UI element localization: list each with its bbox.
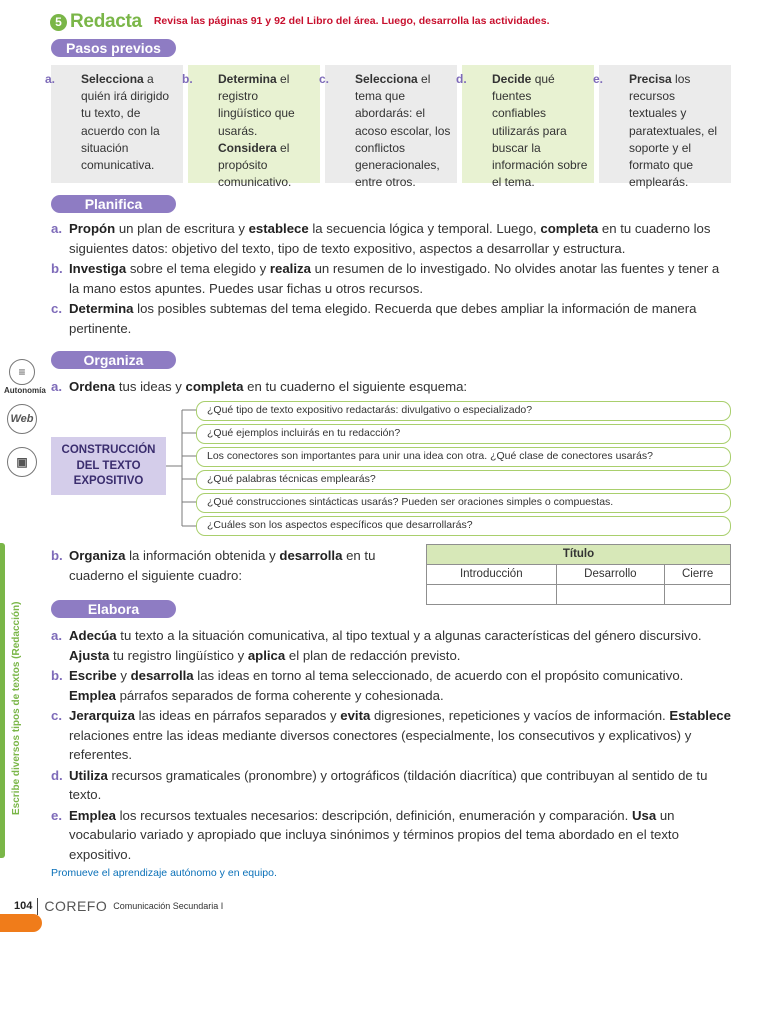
list-item [51, 546, 411, 585]
question-item: ¿Qué palabras técnicas emplearás? [196, 470, 731, 490]
item-text: tu texto a la situación comunicativa, al tipo textual y a algunas características del género discursivo. [116, 628, 702, 643]
bold-verb: Adecúa [69, 628, 117, 643]
book-badge[interactable] [4, 447, 40, 477]
item-text: el plan de redacción previsto. [285, 647, 461, 663]
question-item: ¿Qué ejemplos incluirás en tu redacción? [196, 424, 731, 444]
concept-map-questions [196, 401, 731, 540]
bold-verb: realiza [269, 261, 311, 276]
table-cell [427, 585, 557, 605]
item-text: la secuencia lógica y temporal. Luego, [308, 221, 541, 236]
item-letter: a. [51, 221, 62, 236]
section-heading-planifica: Planifica [51, 195, 176, 213]
bold-verb: Ajusta [69, 647, 110, 663]
web-badge[interactable] [4, 404, 40, 434]
bold-verb: Jerarquiza [69, 708, 135, 723]
bold-verb: aplica [247, 647, 286, 663]
section-number-icon: 5 [50, 14, 67, 31]
list-item [51, 626, 733, 665]
list-item [51, 806, 733, 865]
section-heading-pasos-previos: Pasos previos [51, 39, 176, 57]
item-text: los posibles subtemas del tema elegido. Recuerda que debes ampliar la información de manera pertinente. [69, 301, 697, 336]
item-letter: a. [51, 379, 62, 394]
list-item [51, 219, 733, 258]
web-icon[interactable]: Web [7, 404, 37, 434]
bold-verb: Propón [69, 221, 116, 236]
bold-verb: Determina [69, 301, 134, 316]
concept-map-title: CONSTRUCCIÓN DEL TEXTO EXPOSITIVO [51, 437, 166, 495]
item-text: los recursos textuales necesarios: descripción, definición, enumeración y comparación. [115, 807, 632, 823]
pasos-previos-cards [45, 65, 731, 190]
item-text: un vocabulario variado y apropiado que incluya sinónimos y términos propios del tema abordado en el texto expositivo. [69, 807, 679, 862]
brand-logo: COREFO [44, 898, 108, 914]
item-letter: e. [51, 807, 62, 823]
item-text: párrafos separados de forma coherente y cohesionada. [115, 687, 444, 703]
item-text: las ideas en párrafos separados y [134, 708, 341, 723]
organiza-item-a [51, 377, 733, 398]
card-b: b. Determina el registro lingüístico que usarás. Considera el propósito comunicativo. [188, 65, 320, 183]
autonomia-badge [4, 359, 46, 397]
item-text: relaciones entre las ideas mediante diversos conectores (especialmente, los consecutivos y explicativos) y referentes. [69, 727, 692, 762]
item-text: en tu cuaderno el siguiente cuadro: [69, 548, 376, 583]
page-footer [14, 896, 223, 917]
bold-verb: completa [540, 221, 599, 236]
item-text: recursos gramaticales (pronombre) y ortográficos (tildación diacrítica) que contribuyan al sentido de tu texto. [69, 767, 708, 802]
list-item [51, 706, 733, 765]
item-letter: c. [51, 708, 62, 723]
bold-verb: Emplea [69, 807, 116, 823]
page-title: Redacta [70, 11, 142, 32]
list-item [51, 377, 733, 397]
bold-verb: evita [340, 708, 371, 723]
structure-table [426, 544, 731, 605]
card-a: a. Selecciona a quién irá dirigido tu texto, de acuerdo con la situación comunicativa. [51, 65, 183, 183]
item-text: en tu cuaderno los siguientes datos: objetivo del texto, tipo de texto expositivo, aspectos a desarrollar y estructura. [69, 221, 711, 256]
question-item: Los conectores son importantes para unir una idea con otra. ¿Qué clase de conectores usarás? [196, 447, 731, 467]
elabora-list [51, 626, 733, 865]
orange-tab [0, 914, 42, 932]
bold-verb: completa [185, 379, 244, 394]
card-e: e. Precisa los recursos textuales y paratextuales, el soporte y el formato que emplearás. [599, 65, 731, 183]
section-heading-elabora: Elabora [51, 600, 176, 618]
book-icon[interactable]: ▣ [7, 447, 37, 477]
side-vertical-label: Escribe diversos tipos de textos (Redacción) [11, 601, 22, 815]
item-letter: b. [51, 668, 63, 683]
footnote: Promueve el aprendizaje autónomo y en equipo. [51, 867, 277, 879]
bold-verb: Investiga [69, 261, 127, 276]
item-letter: b. [51, 548, 63, 563]
item-text: y [116, 668, 131, 683]
table-cell [556, 585, 665, 605]
page-number: 104 [14, 898, 38, 915]
bold-verb: Organiza [69, 548, 126, 563]
item-text: tu registro lingüístico y [109, 647, 248, 663]
item-text: las ideas en torno al tema seleccionado, de acuerdo con el propósito comunicativo. [193, 668, 684, 683]
bold-verb: desarrolla [279, 548, 343, 563]
bold-verb: desarrolla [130, 668, 194, 683]
planifica-list [51, 219, 733, 339]
bold-verb: Emplea [69, 687, 116, 703]
table-header-cierre: Cierre [665, 565, 731, 585]
card-d: d. Decide qué fuentes confiables utilizarás para buscar la información sobre el tema. [462, 65, 594, 183]
item-text: digresiones, repeticiones y vacíos de información. [370, 708, 670, 723]
card-c: c. Selecciona el tema que abordarás: el acoso escolar, los conflictos generacionales, entre otros. [325, 65, 457, 183]
autonomia-label: Autonomía [4, 386, 46, 395]
list-item [51, 299, 733, 338]
table-cell [665, 585, 731, 605]
item-text: un plan de escritura y [115, 221, 249, 236]
bold-verb: Ordena [69, 379, 116, 394]
bold-verb: Usa [631, 807, 657, 823]
organiza-item-b [51, 546, 411, 586]
list-item [51, 666, 733, 705]
side-green-bar [0, 543, 5, 858]
stack-icon: ≡ [9, 359, 35, 385]
bold-verb: Escribe [69, 668, 117, 683]
list-item [51, 259, 733, 298]
table-title: Título [427, 545, 731, 565]
table-header-introduccion: Introducción [427, 565, 557, 585]
question-item: ¿Qué construcciones sintácticas usarás? Pueden ser oraciones simples o compuestas. [196, 493, 731, 513]
item-letter: c. [51, 301, 62, 316]
table-header-desarrollo: Desarrollo [556, 565, 665, 585]
section-heading-organiza: Organiza [51, 351, 176, 369]
question-item: ¿Cuáles son los aspectos específicos que desarrollarás? [196, 516, 731, 536]
item-text: un resumen de lo investigado. No olvides anotar las fuentes y tener a la mano estos apuntes. Puedes usar fichas u otros recursos. [69, 261, 720, 296]
bold-verb: Utiliza [69, 767, 108, 783]
item-letter: d. [51, 767, 63, 783]
item-letter: a. [51, 628, 62, 643]
page-instruction: Revisa las páginas 91 y 92 del Libro del área. Luego, desarrolla las actividades. [153, 15, 550, 28]
item-text: sobre el tema elegido y [126, 261, 270, 276]
concept-map-connectors [166, 408, 198, 528]
item-text: la información obtenida y [125, 548, 280, 563]
book-title: Comunicación Secundaria I [113, 900, 224, 911]
item-letter: b. [51, 261, 63, 276]
item-text: en tu cuaderno el siguiente esquema: [243, 379, 468, 394]
bold-verb: Establece [669, 708, 731, 723]
page-header [50, 8, 550, 37]
list-item [51, 766, 733, 805]
bold-verb: establece [248, 221, 309, 236]
question-item: ¿Qué tipo de texto expositivo redactarás: divulgativo o especializado? [196, 401, 731, 421]
item-text: tus ideas y [115, 379, 186, 394]
